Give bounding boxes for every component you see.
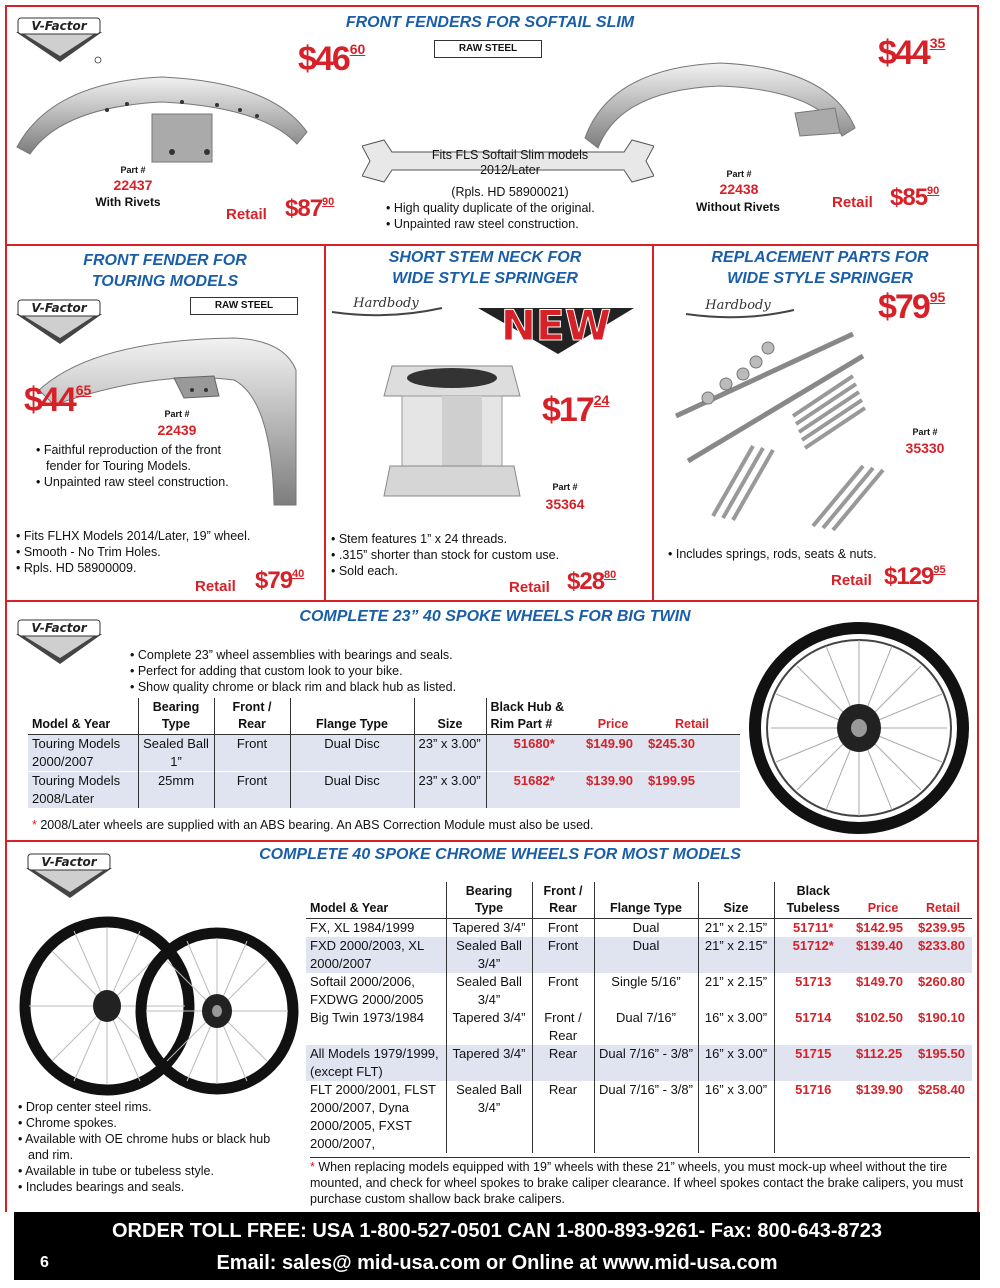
cell: FXD 2000/2003, XL 2000/2007 (310, 938, 424, 971)
cell: $149.70 (856, 974, 903, 989)
col-header: Front / Rear (214, 698, 290, 735)
bullet: • Includes bearings and seals. (18, 1180, 185, 1194)
cell: Dual 7/16” (594, 1009, 698, 1045)
cell: $199.95 (648, 773, 695, 788)
cell: 51682* (486, 772, 582, 809)
bullet: • Smooth - No Trim Holes. (16, 545, 161, 559)
v-factor-logo (14, 616, 104, 666)
title-line-1: SHORT STEM NECK FOR (388, 249, 582, 266)
retail-price-35364: $\$28^{80}$ (567, 568, 617, 595)
retail-label: Retail (509, 579, 550, 596)
cell: 23” x 3.00” (414, 772, 486, 809)
bullet: • Show quality chrome or black rim and black hub as listed. (130, 680, 457, 694)
footnote-star: * (32, 818, 37, 832)
cell: 16” x 3.00” (698, 1045, 774, 1081)
cell: $260.80 (918, 974, 965, 989)
svg-text:V-Factor: V-Factor (31, 301, 87, 315)
cell: Sealed Ball 3/4” (446, 937, 532, 973)
cell: 21” x 2.15” (698, 919, 774, 938)
bullet: • High quality duplicate of the original. (386, 201, 595, 215)
bullet: • Faithful reproduction of the front fender for Touring Models. (36, 443, 222, 473)
sec5-bullets (130, 647, 550, 695)
new-label: NEW (500, 301, 612, 350)
col-header: Flange Type (290, 698, 414, 735)
cell: 23” x 3.00” (414, 735, 486, 772)
cell: 51714 (774, 1009, 852, 1045)
cell: Tapered 3/4” (446, 919, 532, 938)
stem-neck-image (382, 356, 522, 506)
section-title (40, 250, 290, 292)
section-title: FRONT FENDERS FOR SOFTAIL SLIM (345, 14, 635, 31)
part-number-22437: 22437 (113, 177, 153, 193)
fits-text (400, 148, 620, 178)
retail-price-22439: $\$79^{40}$ (255, 567, 305, 594)
col-header: Retail (674, 717, 710, 731)
cell: Dual (594, 937, 698, 973)
cell: Front (532, 919, 594, 938)
cell: FX, XL 1984/1999 (310, 920, 415, 935)
col-header: Flange Type (594, 882, 698, 919)
bullet: • Rpls. HD 58900009. (16, 561, 137, 575)
svg-text:Hardbody: Hardbody (353, 296, 419, 311)
retail-price-22437: $\$87^{90}$ (285, 195, 335, 222)
cell: Rear (532, 1045, 594, 1081)
col-header: Retail (925, 901, 961, 915)
cell: 51712* (774, 937, 852, 973)
bullet: • Drop center steel rims. (18, 1100, 152, 1114)
cell: $112.25 (856, 1046, 903, 1061)
price-35330: $7995 (878, 288, 946, 326)
cell: Rear (532, 1081, 594, 1153)
cell: Touring Models 2008/Later (32, 773, 121, 806)
part-desc: With Rivets (95, 195, 161, 209)
sec1-bullets (386, 200, 646, 232)
cell: Front (532, 973, 594, 1009)
col-header: Black Hub & Rim Part # (486, 698, 582, 735)
price-35364: $1724 (542, 391, 610, 429)
bullet: • Available in tube or tubeless style. (18, 1164, 214, 1178)
table-row (28, 772, 740, 809)
col-header: Size (698, 882, 774, 919)
cell: Front (214, 772, 290, 809)
cell: $233.80 (918, 938, 965, 953)
rpls-text: (Rpls. HD 58900021) (451, 185, 569, 199)
sec5-footnote (32, 817, 732, 833)
cell: 21” x 2.15” (698, 973, 774, 1009)
cell: 51680* (486, 735, 582, 772)
bullet: • Unpainted raw steel construction. (36, 475, 229, 489)
bullet: • Includes springs, rods, seats & nuts. (668, 547, 877, 561)
cell: $139.90 (856, 1082, 903, 1097)
section-title (680, 247, 960, 289)
table-row (306, 1081, 972, 1153)
section-title: COMPLETE 23” 40 SPOKE WHEELS FOR BIG TWIN (299, 608, 691, 625)
cell: Front / Rear (532, 1009, 594, 1045)
cell: 51715 (774, 1045, 852, 1081)
chrome-wheels-image (12, 906, 302, 1096)
part-label: Part # (120, 165, 146, 175)
retail-label: Retail (226, 206, 267, 223)
col-header: Bearing Type (138, 698, 214, 735)
v-factor-logo (14, 14, 104, 64)
part-desc: Without Rivets (696, 200, 780, 214)
bullet: • Complete 23” wheel assemblies with bearings and seals. (130, 648, 453, 662)
raw-steel-badge: RAW STEEL (190, 297, 298, 315)
cell: 25mm (138, 772, 214, 809)
sec2-bullets-a (36, 442, 256, 490)
fits-line-1: Fits FLS Softail Slim models (431, 148, 589, 162)
cell: Dual (594, 919, 698, 938)
cell: Single 5/16” (594, 973, 698, 1009)
cell: Sealed Ball 1” (138, 735, 214, 772)
price-22438: $4435 (878, 34, 946, 72)
bullet: • Unpainted raw steel construction. (386, 217, 579, 231)
wheel-23-image (748, 622, 970, 834)
cell: Dual 7/16” - 3/8” (594, 1045, 698, 1081)
cell: Dual Disc (290, 735, 414, 772)
raw-steel-badge: RAW STEEL (434, 40, 542, 58)
cell: Dual Disc (290, 772, 414, 809)
cell: Softail 2000/2006, FXDWG 2000/2005 (310, 974, 424, 1007)
cell: Front (532, 937, 594, 973)
cell: 16” x 3.00” (698, 1009, 774, 1045)
cell: Touring Models 2000/2007 (32, 736, 121, 769)
sec6-footnote (310, 1157, 970, 1207)
cell: $190.10 (918, 1010, 965, 1025)
bullet: • Stem features 1” x 24 threads. (331, 532, 507, 546)
title-line-1: FRONT FENDER FOR (83, 252, 247, 269)
title-line-1: REPLACEMENT PARTS FOR (711, 249, 929, 266)
footnote-star: * (310, 1160, 315, 1174)
chrome-wheels-table (306, 882, 972, 1153)
title-line-2: WIDE STYLE SPRINGER (727, 270, 913, 287)
cell: $102.50 (856, 1010, 903, 1025)
cell: $258.40 (918, 1082, 965, 1097)
part-label: Part # (912, 427, 938, 437)
bullet: • Perfect for adding that custom look to your bike. (130, 664, 403, 678)
table-row (306, 919, 972, 938)
part-label: Part # (726, 169, 752, 179)
cell: 51713 (774, 973, 852, 1009)
bullet: • Chrome spokes. (18, 1116, 117, 1130)
new-badge-icon (478, 294, 634, 356)
cell: Sealed Ball 3/4” (446, 1081, 532, 1153)
title-line-2: WIDE STYLE SPRINGER (392, 270, 578, 287)
section-title (340, 247, 630, 289)
cell: 51716 (774, 1081, 852, 1153)
svg-text:V-Factor: V-Factor (31, 621, 87, 635)
sec4-bullets (668, 546, 968, 562)
cell: 16” x 3.00” (698, 1081, 774, 1153)
col-header: Price (597, 717, 629, 731)
fits-line-2: 2012/Later (480, 163, 540, 177)
cell: $139.40 (856, 938, 903, 953)
price-22439: $4465 (24, 381, 92, 419)
cell: Tapered 3/4” (446, 1009, 532, 1045)
svg-text:V-Factor: V-Factor (41, 855, 97, 869)
springer-parts-image (668, 326, 900, 532)
col-header: Model & Year (32, 717, 111, 731)
hardbody-logo (328, 294, 446, 324)
v-factor-logo (24, 850, 114, 900)
page-number: 6 (40, 1254, 49, 1271)
table-row (306, 973, 972, 1009)
table-row (306, 1009, 972, 1045)
title-line-2: TOURING MODELS (91, 273, 239, 290)
bullet: • Sold each. (331, 564, 398, 578)
cell: $149.90 (586, 736, 633, 751)
cell: Tapered 3/4” (446, 1045, 532, 1081)
retail-label: Retail (831, 572, 872, 589)
part-number-22439: 22439 (157, 422, 197, 438)
cell: Big Twin 1973/1984 (310, 1010, 424, 1025)
footer-email-line: Email: sales@ mid-usa.com or Online at www.mid-usa.com (216, 1252, 778, 1274)
cell: $239.95 (918, 920, 965, 935)
col-header: Front / Rear (532, 882, 594, 919)
bullet: • Fits FLHX Models 2014/Later, 19” wheel. (16, 529, 251, 543)
part-number-35364: 35364 (545, 496, 585, 512)
order-footer (14, 1212, 980, 1280)
retail-label: Retail (832, 194, 873, 211)
table-row (28, 735, 740, 772)
sec6-bullets (18, 1099, 288, 1195)
cell: 51711* (774, 919, 852, 938)
cell: Dual 7/16” - 3/8” (594, 1081, 698, 1153)
bullet: • .315” shorter than stock for custom use. (331, 548, 560, 562)
svg-text:V-Factor: V-Factor (31, 19, 87, 33)
svg-text:Hardbody: Hardbody (705, 298, 771, 313)
cell: FLT 2000/2001, FLST 2000/2007, Dyna 2000/2005, FXST 2000/2007, (310, 1082, 436, 1151)
table-row (306, 1045, 972, 1081)
retail-label: Retail (195, 578, 236, 595)
part-label: Part # (164, 409, 190, 419)
footnote-text: When replacing models equipped with 19” wheels with these 21” wheels, you must mock-up wheel without the tire mounted, and check for wheel spokes to brake caliper clearance. If wheel spokes contact the brake calipers, you must purchase custom shallow back brake calipers. (310, 1160, 964, 1206)
col-header: Black Tubeless (774, 882, 852, 919)
col-header: Size (414, 698, 486, 735)
retail-price-22438: $\$85^{90}$ (890, 184, 940, 211)
cell: Front (214, 735, 290, 772)
hardbody-logo (682, 296, 798, 326)
cell: All Models 1979/1999, (except FLT) (310, 1046, 439, 1079)
part-number-35330: 35330 (905, 440, 945, 456)
retail-price-35330: $\$129^{95}$ (884, 563, 946, 590)
cell: 21” x 2.15” (698, 937, 774, 973)
table-row (306, 937, 972, 973)
col-header: Price (867, 901, 899, 915)
col-header: Bearing Type (446, 882, 532, 919)
price-22437: $4660 (298, 40, 366, 78)
col-header: Model & Year (310, 901, 389, 915)
softail-fender-with-rivets-image (12, 72, 312, 172)
wheels-23-table (28, 698, 740, 808)
cell: $142.95 (856, 920, 903, 935)
part-number-22438: 22438 (719, 181, 759, 197)
cell: $245.30 (648, 736, 695, 751)
footer-phone-line: ORDER TOLL FREE: USA 1-800-527-0501 CAN 1-800-893-9261- Fax: 800-643-8723 (112, 1220, 882, 1242)
cell: Sealed Ball 3/4” (446, 973, 532, 1009)
part-label: Part # (552, 482, 578, 492)
bullet: • Available with OE chrome hubs or black hub and rim. (18, 1132, 271, 1162)
section-title: COMPLETE 40 SPOKE CHROME WHEELS FOR MOST MODELS (259, 846, 741, 863)
footnote-text: 2008/Later wheels are supplied with an ABS bearing. An ABS Correction Module must also be used. (36, 818, 594, 832)
cell: $195.50 (918, 1046, 965, 1061)
cell: $139.90 (586, 773, 633, 788)
